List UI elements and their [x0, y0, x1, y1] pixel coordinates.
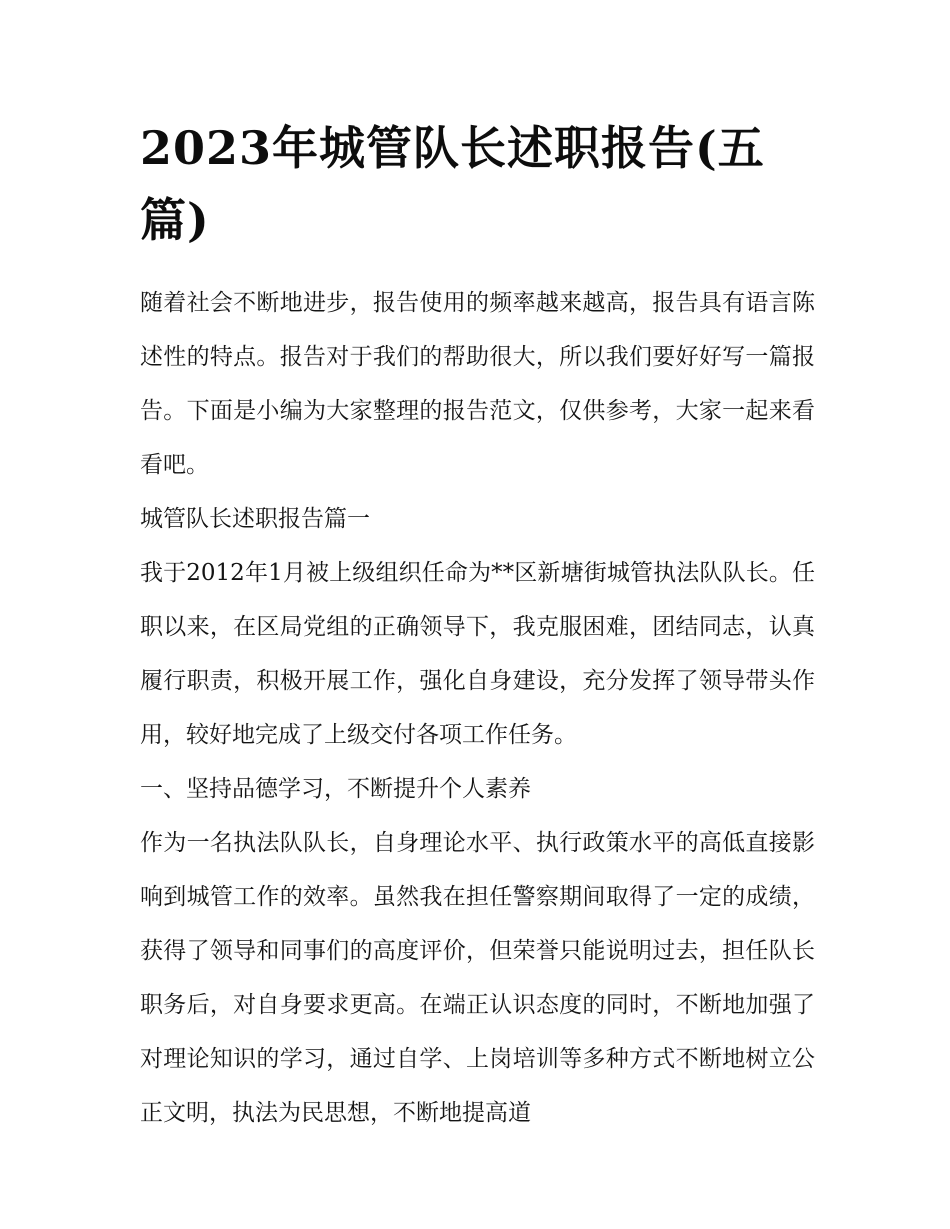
- title-spacer: [140, 256, 815, 276]
- body-paragraph: 我于2012年1月被上级组织任命为**区新塘街城管执法队队长。任职以来，在区局党组的正确领导下，我克服困难，团结同志，认真履行职责，积极开展工作，强化自身建设，充分发挥了领导带头作用，较好地完成了上级交付各项工作任务。: [140, 560, 815, 748]
- body-paragraph: 作为一名执法队队长，自身理论水平、执行政策水平的高低直接影响到城管工作的效率。虽然我在担任警察期间取得了一定的成绩，获得了领导和同事们的高度评价，但荣誉只能说明过去，担任队长职务后，对自身要求更高。在端正认识态度的同时，不断地加强了对理论知识的学习，通过自学、上岗培训等多种方式不断地树立公正文明，执法为民思想，不断地提高道: [140, 830, 815, 1126]
- document-title: 2023年城管队长述职报告(五篇): [140, 121, 765, 247]
- section-heading: 城管队长述职报告篇一: [140, 506, 370, 532]
- intro-paragraph: 随着社会不断地进步，报告使用的频率越来越高，报告具有语言陈述性的特点。报告对于我们的帮助很大，所以我们要好好写一篇报告。下面是小编为大家整理的报告范文，仅供参考，大家一起来看看吧。: [140, 290, 815, 478]
- subsection-heading: 一、坚持品德学习，不断提升个人素养: [140, 776, 531, 802]
- document-body: [140, 112, 815, 1140]
